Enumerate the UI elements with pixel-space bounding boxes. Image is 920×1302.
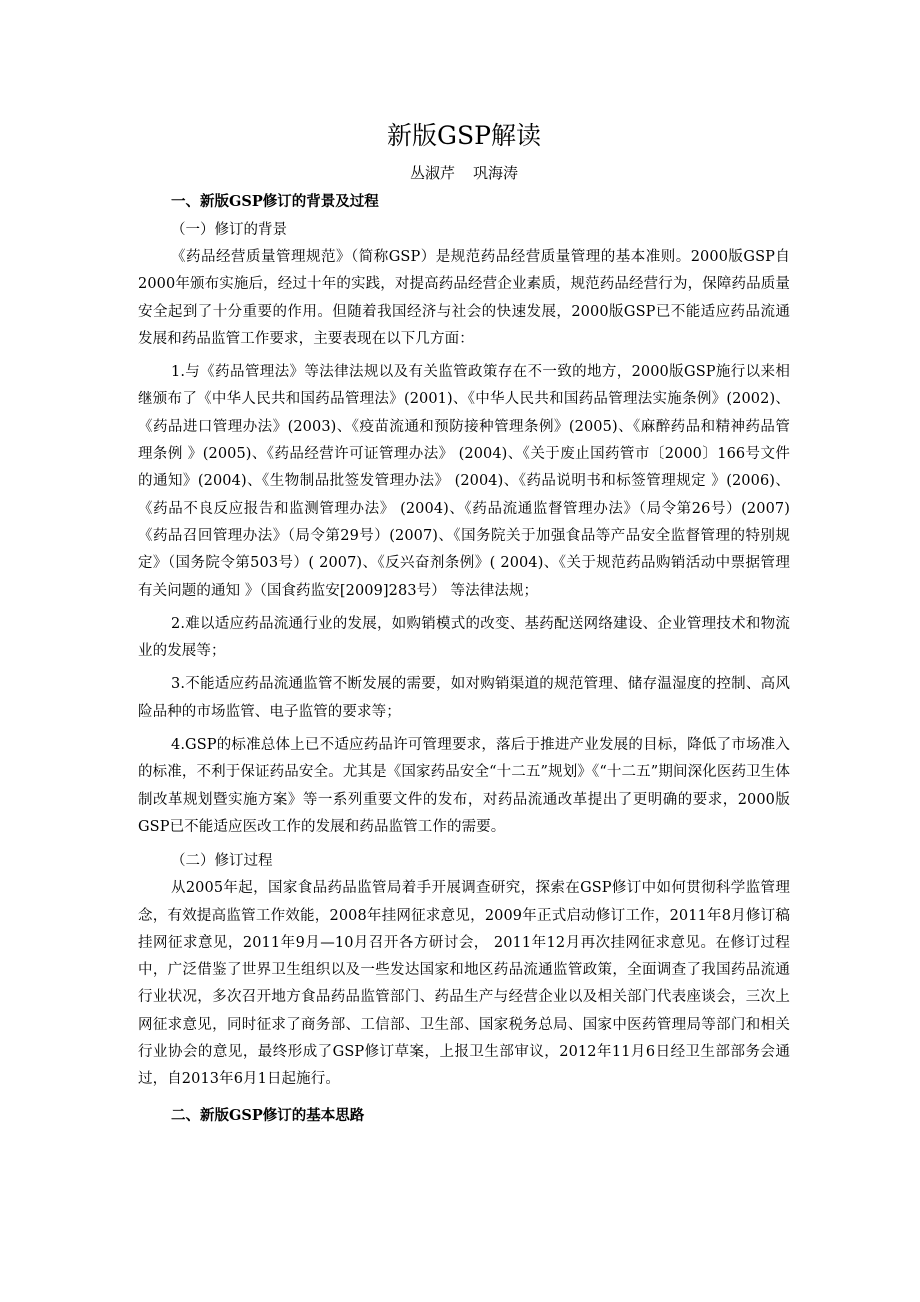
author-name: 巩海涛 xyxy=(473,164,519,182)
list-item: 3.不能适应药品流通监管不断发展的需要，如对购销渠道的规范管理、储存温湿度的控制、高风险品种的市场监管、电子监管的要求等； xyxy=(138,676,790,720)
author-name: 丛淑芹 xyxy=(409,164,455,182)
paragraph: 从2005年起，国家食品药品监管局着手开展调查研究，探索在GSP修订中如何贯彻科学监管理念，有效提高监管工作效能，2008年挂网征求意见，2009年正式启动修订工作，2011年8月修订稿挂网征求意见，2011年9月—10月召开各方研讨会， 2011年12月再次挂网征求意见。在修订过程中，广泛借鉴了世界卫生组织以及一些发达国家和地区药品流通监管政策，全面调查了我国药品流通行业状况，多次召开地方食品药品监管部门、药品生产与经营企业以及相关部门代表座谈会，三次上网征求意见，同时征求了商务部、工信部、卫生部、国家税务总局、国家中医药管理局等部门和相关行业协会的意见，最终形成了GSP修订草案，上报卫生部审议，2012年11月6日经卫生部部务会通过，自2013年6月1日起施行。 xyxy=(138,880,790,1088)
subsection-heading: （一）修订的背景 xyxy=(171,222,287,238)
section-heading: 一、新版GSP修订的背景及过程 xyxy=(171,193,379,210)
list-item: 4.GSP的标准总体上已不适应药品许可管理要求，落后于推进产业发展的目标，降低了市场准入的标准，不利于保证药品安全。尤其是《国家药品安全“十二五”规划》《“十二五”期间深化医药卫生体制改革规划暨实施方案》等一系列重要文件的发布，对药品流通改革提出了更明确的要求，2000版GSP已不能适应医改工作的发展和药品监管工作的需要。 xyxy=(138,737,790,835)
document-body xyxy=(138,112,790,1130)
list-item: 2.难以适应药品流通行业的发展，如购销模式的改变、基药配送网络建设、企业管理技术和物流业的发展等； xyxy=(138,615,790,660)
document-title: 新版GSP解读 xyxy=(387,121,541,150)
subsection-heading: （二）修订过程 xyxy=(171,853,273,870)
section-heading: 二、新版GSP修订的基本思路 xyxy=(171,1106,365,1124)
paragraph: 《药品经营质量管理规范》（简称GSP）是规范药品经营质量管理的基本准则。2000版GSP自2000年颁布实施后，经过十年的实践，对提高药品经营企业素质，规范药品经营行为，保障药品质量安全起到了十分重要的作用。但随着我国经济与社会的快速发展，2000版GSP已不能适应药品流通发展和药品监管工作要求，主要表现在以下几方面： xyxy=(138,249,790,347)
author-line xyxy=(138,160,790,188)
list-item: 1.与《药品管理法》等法律法规以及有关监管政策存在不一致的地方，2000版GSP施行以来相继颁布了《中华人民共和国药品管理法》(2001)、《中华人民共和国药品管理法实施条例》(2002)、《药品进口管理办法》(2003)、《疫苗流通和预防接种管理条例》(2005)、《麻醉药品和精神药品管理条例 》(2005)、《药品经营许可证管理办法》 (2004)、《关于废止国药管市〔2000〕166号文件的通知》(2004)、《生物制品批签发管理办法》 (2004)、《药品说明书和标签管理规定 》(2006)、《药品不良反应报告和监测管理办法》 (2004)、《药品流通监督管理办法》（局令第26号）(2007)《药品召回管理办法》（局令第29号）(2007)、《国务院关于加强食品等产品安全监督管理的特别规定》（国务院令第503号）( 2007)、《反兴奋剂条例》( 2004)、《关于规范药品购销活动中票据管理有关问题的通知 》（国食药监安[2009]283号） 等法律法规； xyxy=(138,364,790,599)
